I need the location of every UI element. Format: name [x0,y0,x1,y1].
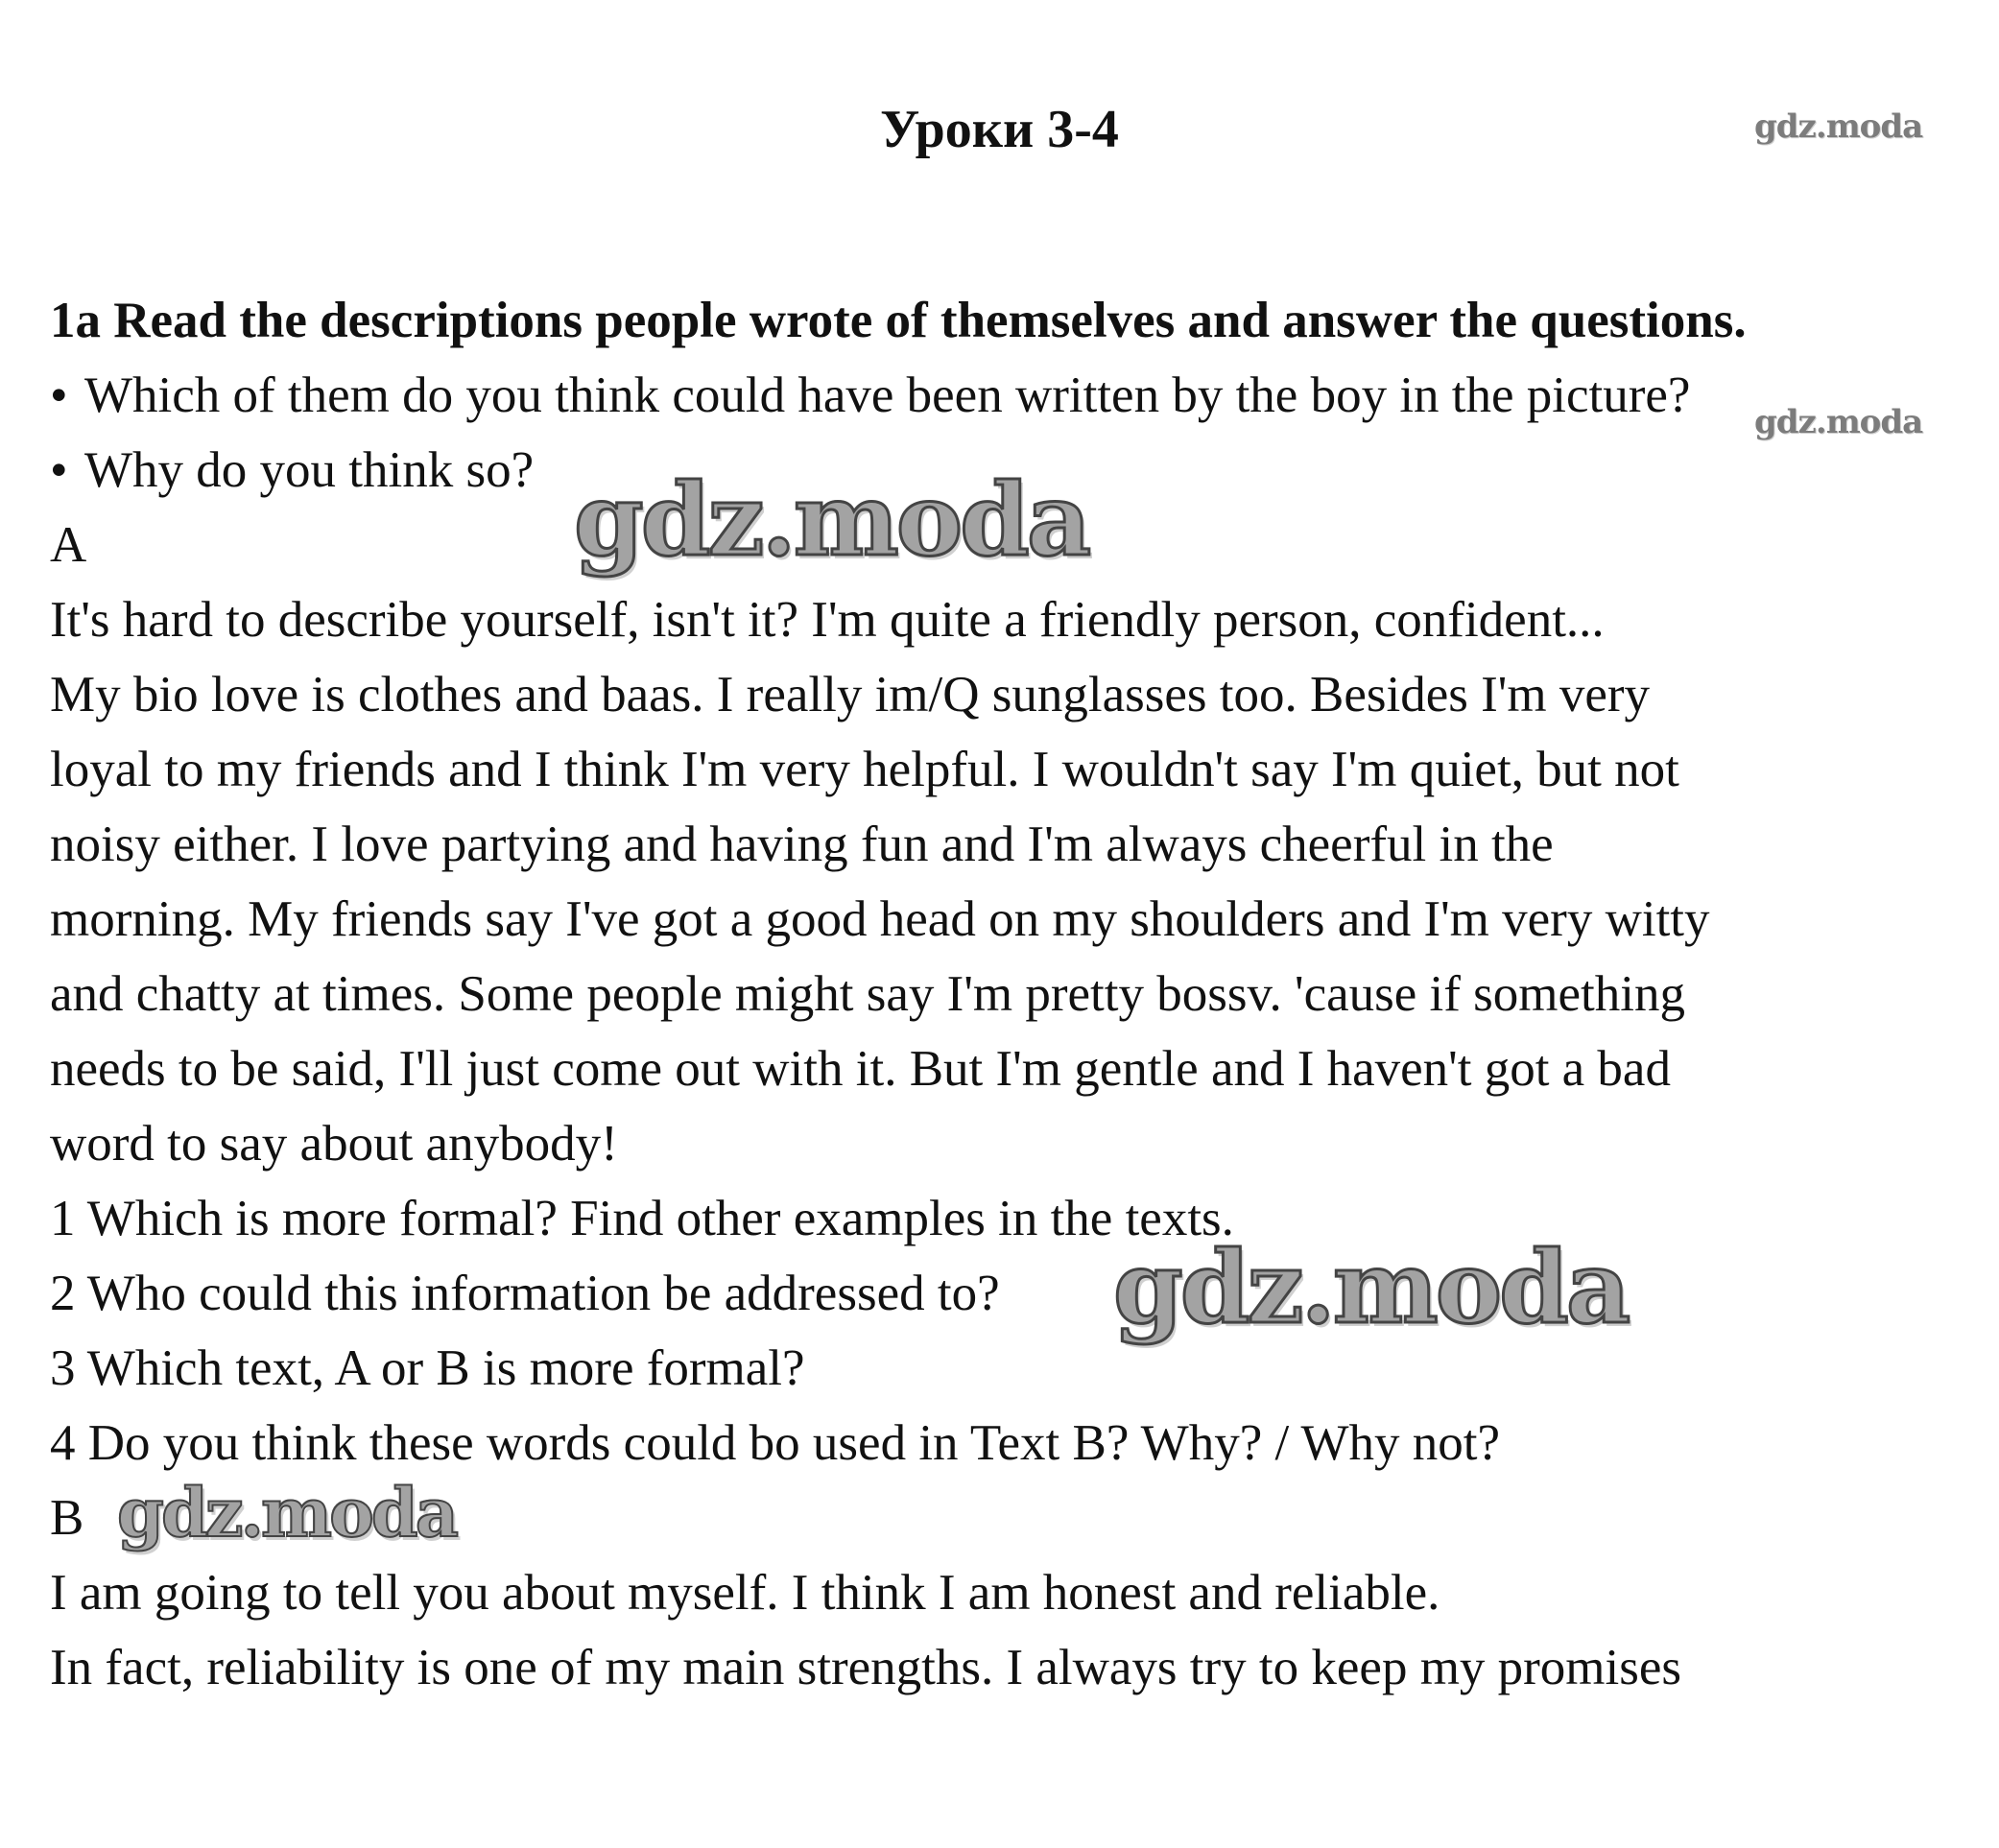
text-b-line: I am going to tell you about myself. I think I am honest and reliable. [50,1565,1440,1621]
text-b-line: In fact, reliability is one of my main strengths. I always try to keep my promises [50,1640,1682,1695]
text-a-line: noisy either. I love partying and having fun and I'm always cheerful in the [50,817,1554,872]
numbered-question: 1 Which is more formal? Find other examples in the texts. [50,1191,1234,1246]
bullet-marker: • [50,367,68,423]
text-a-line: It's hard to describe yourself, isn't it? I'm quite a friendly person, confident... [50,592,1605,648]
numbered-question: 3 Which text, A or B is more formal? [50,1340,805,1396]
numbered-question: 2 Who could this information be addressed to? [50,1266,1000,1321]
task-heading: 1a Read the descriptions people wrote of themselves and answer the questions. [50,293,1747,348]
text-a-line: loyal to my friends and I think I'm very helpful. I wouldn't say I'm quiet, but not [50,742,1679,797]
text-a-line: needs to be said, I'll just come out with it. But I'm gentle and I haven't got a bad [50,1041,1671,1097]
watermark-logo: gdz.moda [1754,107,1923,146]
numbered-question: 4 Do you think these words could bo used in Text B? Why? / Why not? [50,1415,1501,1471]
text-a-line: and chatty at times. Some people might say I'm pretty bossv. 'cause if something [50,966,1685,1022]
bullet-marker: • [50,442,68,498]
text-a-line: word to say about anybody! [50,1116,618,1172]
text-a-line: My bio love is clothes and baas. I really im/Q sunglasses too. Besides I'm very [50,667,1650,723]
text-a-line: morning. My friends say I've got a good head on my shoulders and I'm very witty [50,891,1710,947]
text-a-label: A [50,517,87,573]
watermark-logo: gdz.moda [574,461,1089,579]
bullet-text: Which of them do you think could have been written by the boy in the picture? [84,367,1691,423]
watermark-logo: gdz.moda [1754,403,1923,441]
text-b-label: B [50,1490,84,1546]
watermark-logo: gdz.moda [1113,1228,1629,1346]
question-bullet [50,358,1969,433]
bullet-text: Why do you think so? [84,442,535,498]
watermark-logo: gdz.moda [117,1473,457,1552]
page-title: Уроки 3-4 [880,100,1119,159]
